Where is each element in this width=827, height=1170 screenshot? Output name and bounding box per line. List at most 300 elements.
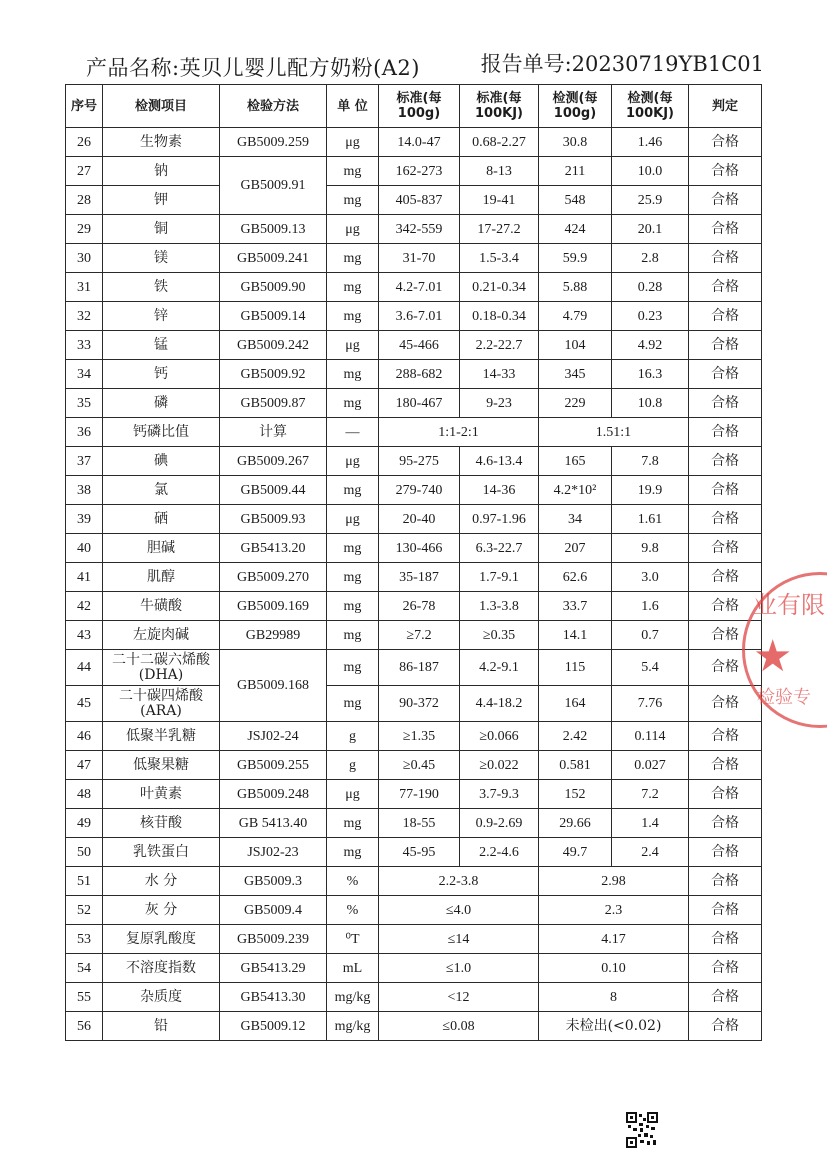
row-std-100kj: 19-41 <box>460 186 539 215</box>
row-test-100kj: 7.2 <box>612 780 689 809</box>
row-item: 牛磺酸 <box>103 592 220 621</box>
table-row <box>66 838 762 867</box>
table-row <box>66 867 762 896</box>
row-test-100g: 14.1 <box>539 621 612 650</box>
row-test: 2.3 <box>539 896 689 925</box>
row-result: 合格 <box>689 780 762 809</box>
row-result: 合格 <box>689 360 762 389</box>
row-no: 27 <box>66 157 103 186</box>
row-test-100g: 4.2*10² <box>539 476 612 505</box>
row-test-100g: 59.9 <box>539 244 612 273</box>
row-item: 肌醇 <box>103 563 220 592</box>
table-row <box>66 273 762 302</box>
row-method: GB5009.12 <box>220 1012 327 1041</box>
row-item: 生物素 <box>103 128 220 157</box>
row-unit: mL <box>327 954 379 983</box>
row-item: 钙 <box>103 360 220 389</box>
row-test-100g: 207 <box>539 534 612 563</box>
row-test-100g: 345 <box>539 360 612 389</box>
row-test-100kj: 4.92 <box>612 331 689 360</box>
row-item: 钠 <box>103 157 220 186</box>
row-unit: μg <box>327 505 379 534</box>
row-unit: ⁰T <box>327 925 379 954</box>
row-item: 胆碱 <box>103 534 220 563</box>
row-test-100kj: 0.7 <box>612 621 689 650</box>
table-row <box>66 418 762 447</box>
row-test-100kj: 1.6 <box>612 592 689 621</box>
row-std-100g: 342-559 <box>379 215 460 244</box>
row-std-100kj: 17-27.2 <box>460 215 539 244</box>
row-item: 铁 <box>103 273 220 302</box>
row-unit: % <box>327 896 379 925</box>
row-result: 合格 <box>689 447 762 476</box>
table-row <box>66 331 762 360</box>
row-method: GB5009.270 <box>220 563 327 592</box>
row-unit: mg <box>327 838 379 867</box>
row-unit: g <box>327 751 379 780</box>
row-test-100kj: 7.76 <box>612 686 689 722</box>
row-std-100kj: 4.4-18.2 <box>460 686 539 722</box>
row-item: 钾 <box>103 186 220 215</box>
row-std: <12 <box>379 983 539 1012</box>
report-number: 报告单号:20230719YB1C01 <box>480 52 764 76</box>
row-unit: mg <box>327 360 379 389</box>
row-std-100kj: 14-33 <box>460 360 539 389</box>
row-std-100kj: 9-23 <box>460 389 539 418</box>
row-unit: μg <box>327 128 379 157</box>
row-method: GB5009.87 <box>220 389 327 418</box>
table-row <box>66 954 762 983</box>
row-no: 38 <box>66 476 103 505</box>
row-test-100kj: 20.1 <box>612 215 689 244</box>
row-test: 2.98 <box>539 867 689 896</box>
row-item: 叶黄素 <box>103 780 220 809</box>
row-method: GB5009.3 <box>220 867 327 896</box>
row-no: 46 <box>66 722 103 751</box>
table-row <box>66 925 762 954</box>
row-test-100kj: 2.8 <box>612 244 689 273</box>
row-test-100kj: 0.28 <box>612 273 689 302</box>
row-no: 36 <box>66 418 103 447</box>
table-row <box>66 1012 762 1041</box>
row-std-100g: 18-55 <box>379 809 460 838</box>
row-std-100g: 3.6-7.01 <box>379 302 460 331</box>
row-test-100g: 62.6 <box>539 563 612 592</box>
row-test-100g: 0.581 <box>539 751 612 780</box>
table-row <box>66 244 762 273</box>
row-std-100g: 405-837 <box>379 186 460 215</box>
row-item: 碘 <box>103 447 220 476</box>
header-test-100kj: 检测(每100KJ) <box>612 85 689 128</box>
row-std-100kj: 2.2-4.6 <box>460 838 539 867</box>
row-no: 26 <box>66 128 103 157</box>
row-item: 复原乳酸度 <box>103 925 220 954</box>
table-row <box>66 447 762 476</box>
row-std-100g: 14.0-47 <box>379 128 460 157</box>
row-no: 52 <box>66 896 103 925</box>
row-unit: μg <box>327 447 379 476</box>
seal-text-bottom: 检验专 <box>757 687 811 708</box>
row-no: 47 <box>66 751 103 780</box>
row-std-100g: ≥1.35 <box>379 722 460 751</box>
row-test-100g: 152 <box>539 780 612 809</box>
row-result: 合格 <box>689 621 762 650</box>
row-method: GB5009.241 <box>220 244 327 273</box>
row-no: 43 <box>66 621 103 650</box>
row-unit: mg/kg <box>327 1012 379 1041</box>
row-std-100g: ≥0.45 <box>379 751 460 780</box>
row-std-100kj: 0.97-1.96 <box>460 505 539 534</box>
row-test: 0.10 <box>539 954 689 983</box>
row-std-100g: 35-187 <box>379 563 460 592</box>
table-row <box>66 621 762 650</box>
row-no: 31 <box>66 273 103 302</box>
row-test: 未检出(<0.02) <box>539 1012 689 1041</box>
row-test-100g: 548 <box>539 186 612 215</box>
table-row <box>66 389 762 418</box>
row-method: GB5009.255 <box>220 751 327 780</box>
row-unit: mg <box>327 157 379 186</box>
row-test-100g: 2.42 <box>539 722 612 751</box>
table-row <box>66 896 762 925</box>
row-unit: mg <box>327 592 379 621</box>
table-row <box>66 592 762 621</box>
row-no: 44 <box>66 650 103 686</box>
table-row <box>66 983 762 1012</box>
table-row <box>66 128 762 157</box>
row-test-100kj: 5.4 <box>612 650 689 686</box>
row-unit: % <box>327 867 379 896</box>
table-row <box>66 302 762 331</box>
row-std-100kj: 2.2-22.7 <box>460 331 539 360</box>
row-no: 40 <box>66 534 103 563</box>
row-std-100kj: 14-36 <box>460 476 539 505</box>
row-result: 合格 <box>689 418 762 447</box>
row-no: 33 <box>66 331 103 360</box>
row-item: 二十碳四烯酸(ARA) <box>103 686 220 722</box>
row-item: 核苷酸 <box>103 809 220 838</box>
row-test-100kj: 10.0 <box>612 157 689 186</box>
row-result: 合格 <box>689 983 762 1012</box>
row-no: 49 <box>66 809 103 838</box>
row-test-100g: 229 <box>539 389 612 418</box>
header-no: 序号 <box>66 85 103 128</box>
row-unit: mg <box>327 389 379 418</box>
row-method: GB29989 <box>220 621 327 650</box>
table-row <box>66 157 762 186</box>
row-method: GB5009.92 <box>220 360 327 389</box>
row-unit: mg <box>327 809 379 838</box>
row-result: 合格 <box>689 925 762 954</box>
row-test-100kj: 19.9 <box>612 476 689 505</box>
row-method: 计算 <box>220 418 327 447</box>
row-test-100g: 165 <box>539 447 612 476</box>
row-item: 乳铁蛋白 <box>103 838 220 867</box>
row-result: 合格 <box>689 302 762 331</box>
row-no: 34 <box>66 360 103 389</box>
row-result: 合格 <box>689 331 762 360</box>
table-body <box>66 128 762 1041</box>
row-item: 不溶度指数 <box>103 954 220 983</box>
row-method: GB5009.91 <box>220 157 327 215</box>
row-unit: mg <box>327 244 379 273</box>
row-test-100kj: 25.9 <box>612 186 689 215</box>
row-test-100kj: 16.3 <box>612 360 689 389</box>
row-result: 合格 <box>689 722 762 751</box>
row-std-100g: 45-466 <box>379 331 460 360</box>
table-row <box>66 650 762 686</box>
row-method: GB5009.248 <box>220 780 327 809</box>
row-std-100kj: 0.9-2.69 <box>460 809 539 838</box>
row-method: GB5009.267 <box>220 447 327 476</box>
row-unit: mg <box>327 621 379 650</box>
row-std-100g: 279-740 <box>379 476 460 505</box>
row-no: 42 <box>66 592 103 621</box>
row-test: 8 <box>539 983 689 1012</box>
row-std: 2.2-3.8 <box>379 867 539 896</box>
table-header-row <box>66 85 762 128</box>
row-std-100g: 86-187 <box>379 650 460 686</box>
row-item: 锌 <box>103 302 220 331</box>
row-method: GB5009.168 <box>220 650 327 722</box>
row-method: GB5009.239 <box>220 925 327 954</box>
row-result: 合格 <box>689 751 762 780</box>
header-unit: 单 位 <box>327 85 379 128</box>
row-result: 合格 <box>689 186 762 215</box>
row-test: 4.17 <box>539 925 689 954</box>
table-row <box>66 686 762 722</box>
row-std-100g: 180-467 <box>379 389 460 418</box>
table-row <box>66 186 762 215</box>
row-test-100kj: 9.8 <box>612 534 689 563</box>
row-test-100kj: 0.027 <box>612 751 689 780</box>
row-method: GB5009.4 <box>220 896 327 925</box>
table-row <box>66 215 762 244</box>
row-no: 30 <box>66 244 103 273</box>
table-row <box>66 476 762 505</box>
table-row <box>66 563 762 592</box>
table-row <box>66 751 762 780</box>
table-row <box>66 722 762 751</box>
row-unit: mg <box>327 563 379 592</box>
row-unit: μg <box>327 331 379 360</box>
row-result: 合格 <box>689 1012 762 1041</box>
row-item: 水 分 <box>103 867 220 896</box>
row-method: GB5413.30 <box>220 983 327 1012</box>
row-test-100g: 211 <box>539 157 612 186</box>
row-test-100kj: 0.114 <box>612 722 689 751</box>
row-no: 39 <box>66 505 103 534</box>
row-item: 灰 分 <box>103 896 220 925</box>
row-std-100kj: 4.6-13.4 <box>460 447 539 476</box>
row-item: 硒 <box>103 505 220 534</box>
header-std-100g: 标准(每100g) <box>379 85 460 128</box>
row-item: 镁 <box>103 244 220 273</box>
row-std-100g: 26-78 <box>379 592 460 621</box>
row-no: 53 <box>66 925 103 954</box>
row-std-100g: 288-682 <box>379 360 460 389</box>
row-std-100kj: 3.7-9.3 <box>460 780 539 809</box>
row-test-100kj: 1.61 <box>612 505 689 534</box>
row-test-100kj: 7.8 <box>612 447 689 476</box>
row-result: 合格 <box>689 505 762 534</box>
row-result: 合格 <box>689 650 762 686</box>
row-no: 51 <box>66 867 103 896</box>
row-std-100g: 95-275 <box>379 447 460 476</box>
table-row <box>66 780 762 809</box>
row-std-100kj: ≥0.35 <box>460 621 539 650</box>
row-test-100g: 34 <box>539 505 612 534</box>
row-std: 1:1-2:1 <box>379 418 539 447</box>
header-item: 检测项目 <box>103 85 220 128</box>
row-result: 合格 <box>689 215 762 244</box>
row-no: 41 <box>66 563 103 592</box>
row-no: 28 <box>66 186 103 215</box>
seal-text-top: 业有限 <box>753 591 825 619</box>
row-no: 54 <box>66 954 103 983</box>
row-item: 低聚果糖 <box>103 751 220 780</box>
row-method: GB 5413.40 <box>220 809 327 838</box>
row-result: 合格 <box>689 867 762 896</box>
row-test-100g: 424 <box>539 215 612 244</box>
row-std-100kj: 4.2-9.1 <box>460 650 539 686</box>
row-result: 合格 <box>689 896 762 925</box>
row-test-100g: 49.7 <box>539 838 612 867</box>
row-method: GB5009.169 <box>220 592 327 621</box>
row-test-100kj: 1.46 <box>612 128 689 157</box>
row-std-100g: ≥7.2 <box>379 621 460 650</box>
row-unit: mg <box>327 302 379 331</box>
row-result: 合格 <box>689 273 762 302</box>
row-item: 磷 <box>103 389 220 418</box>
row-unit: mg <box>327 534 379 563</box>
row-no: 35 <box>66 389 103 418</box>
row-item: 低聚半乳糖 <box>103 722 220 751</box>
row-test-100g: 29.66 <box>539 809 612 838</box>
row-result: 合格 <box>689 128 762 157</box>
row-std-100kj: 1.3-3.8 <box>460 592 539 621</box>
row-result: 合格 <box>689 157 762 186</box>
report-header <box>86 48 766 84</box>
row-result: 合格 <box>689 563 762 592</box>
row-test-100kj: 1.4 <box>612 809 689 838</box>
row-std-100kj: 1.5-3.4 <box>460 244 539 273</box>
row-std: ≤4.0 <box>379 896 539 925</box>
qr-code-icon <box>626 1112 658 1148</box>
row-method: GB5009.13 <box>220 215 327 244</box>
row-std-100g: 4.2-7.01 <box>379 273 460 302</box>
row-method: GB5413.20 <box>220 534 327 563</box>
row-std-100kj: 0.21-0.34 <box>460 273 539 302</box>
row-item: 锰 <box>103 331 220 360</box>
header-test-100g: 检测(每100g) <box>539 85 612 128</box>
row-std: ≤14 <box>379 925 539 954</box>
row-item: 铜 <box>103 215 220 244</box>
row-unit: g <box>327 722 379 751</box>
row-unit: μg <box>327 215 379 244</box>
row-std-100kj: 8-13 <box>460 157 539 186</box>
row-test-100kj: 10.8 <box>612 389 689 418</box>
row-std-100g: 130-466 <box>379 534 460 563</box>
row-no: 50 <box>66 838 103 867</box>
table-row <box>66 505 762 534</box>
row-unit: mg/kg <box>327 983 379 1012</box>
row-item: 钙磷比值 <box>103 418 220 447</box>
row-item: 二十二碳六烯酸(DHA) <box>103 650 220 686</box>
row-test-100g: 115 <box>539 650 612 686</box>
row-unit: mg <box>327 650 379 686</box>
row-unit: mg <box>327 686 379 722</box>
row-std-100g: 31-70 <box>379 244 460 273</box>
row-method: JSJ02-23 <box>220 838 327 867</box>
row-std-100g: 45-95 <box>379 838 460 867</box>
row-std-100kj: ≥0.066 <box>460 722 539 751</box>
row-test-100kj: 3.0 <box>612 563 689 592</box>
table-row <box>66 809 762 838</box>
row-std-100kj: 0.68-2.27 <box>460 128 539 157</box>
row-unit: — <box>327 418 379 447</box>
row-std: ≤1.0 <box>379 954 539 983</box>
header-result: 判定 <box>689 85 762 128</box>
row-no: 37 <box>66 447 103 476</box>
row-unit: mg <box>327 476 379 505</box>
row-no: 45 <box>66 686 103 722</box>
row-no: 55 <box>66 983 103 1012</box>
row-method: GB5009.90 <box>220 273 327 302</box>
row-std-100g: 20-40 <box>379 505 460 534</box>
row-result: 合格 <box>689 954 762 983</box>
row-std-100kj: 0.18-0.34 <box>460 302 539 331</box>
row-unit: mg <box>327 273 379 302</box>
row-method: GB5009.93 <box>220 505 327 534</box>
seal-star-icon: ★ <box>753 631 793 682</box>
row-test-100g: 33.7 <box>539 592 612 621</box>
row-item: 杂质度 <box>103 983 220 1012</box>
row-test-100g: 104 <box>539 331 612 360</box>
row-std-100g: 162-273 <box>379 157 460 186</box>
row-method: GB5009.44 <box>220 476 327 505</box>
header-method: 检验方法 <box>220 85 327 128</box>
row-no: 48 <box>66 780 103 809</box>
row-std-100kj: 1.7-9.1 <box>460 563 539 592</box>
row-result: 合格 <box>689 686 762 722</box>
row-result: 合格 <box>689 838 762 867</box>
row-method: GB5009.259 <box>220 128 327 157</box>
row-item: 左旋肉碱 <box>103 621 220 650</box>
inspection-table <box>65 84 762 1041</box>
row-result: 合格 <box>689 534 762 563</box>
row-unit: μg <box>327 780 379 809</box>
row-result: 合格 <box>689 809 762 838</box>
row-method: GB5413.29 <box>220 954 327 983</box>
row-method: GB5009.14 <box>220 302 327 331</box>
row-test-100g: 4.79 <box>539 302 612 331</box>
row-result: 合格 <box>689 592 762 621</box>
row-std-100kj: 6.3-22.7 <box>460 534 539 563</box>
row-test-100g: 30.8 <box>539 128 612 157</box>
row-method: JSJ02-24 <box>220 722 327 751</box>
row-no: 32 <box>66 302 103 331</box>
row-std: ≤0.08 <box>379 1012 539 1041</box>
row-item: 铅 <box>103 1012 220 1041</box>
row-no: 29 <box>66 215 103 244</box>
table-row <box>66 534 762 563</box>
row-result: 合格 <box>689 389 762 418</box>
row-std-100g: 90-372 <box>379 686 460 722</box>
row-result: 合格 <box>689 476 762 505</box>
row-test-100kj: 2.4 <box>612 838 689 867</box>
row-unit: mg <box>327 186 379 215</box>
